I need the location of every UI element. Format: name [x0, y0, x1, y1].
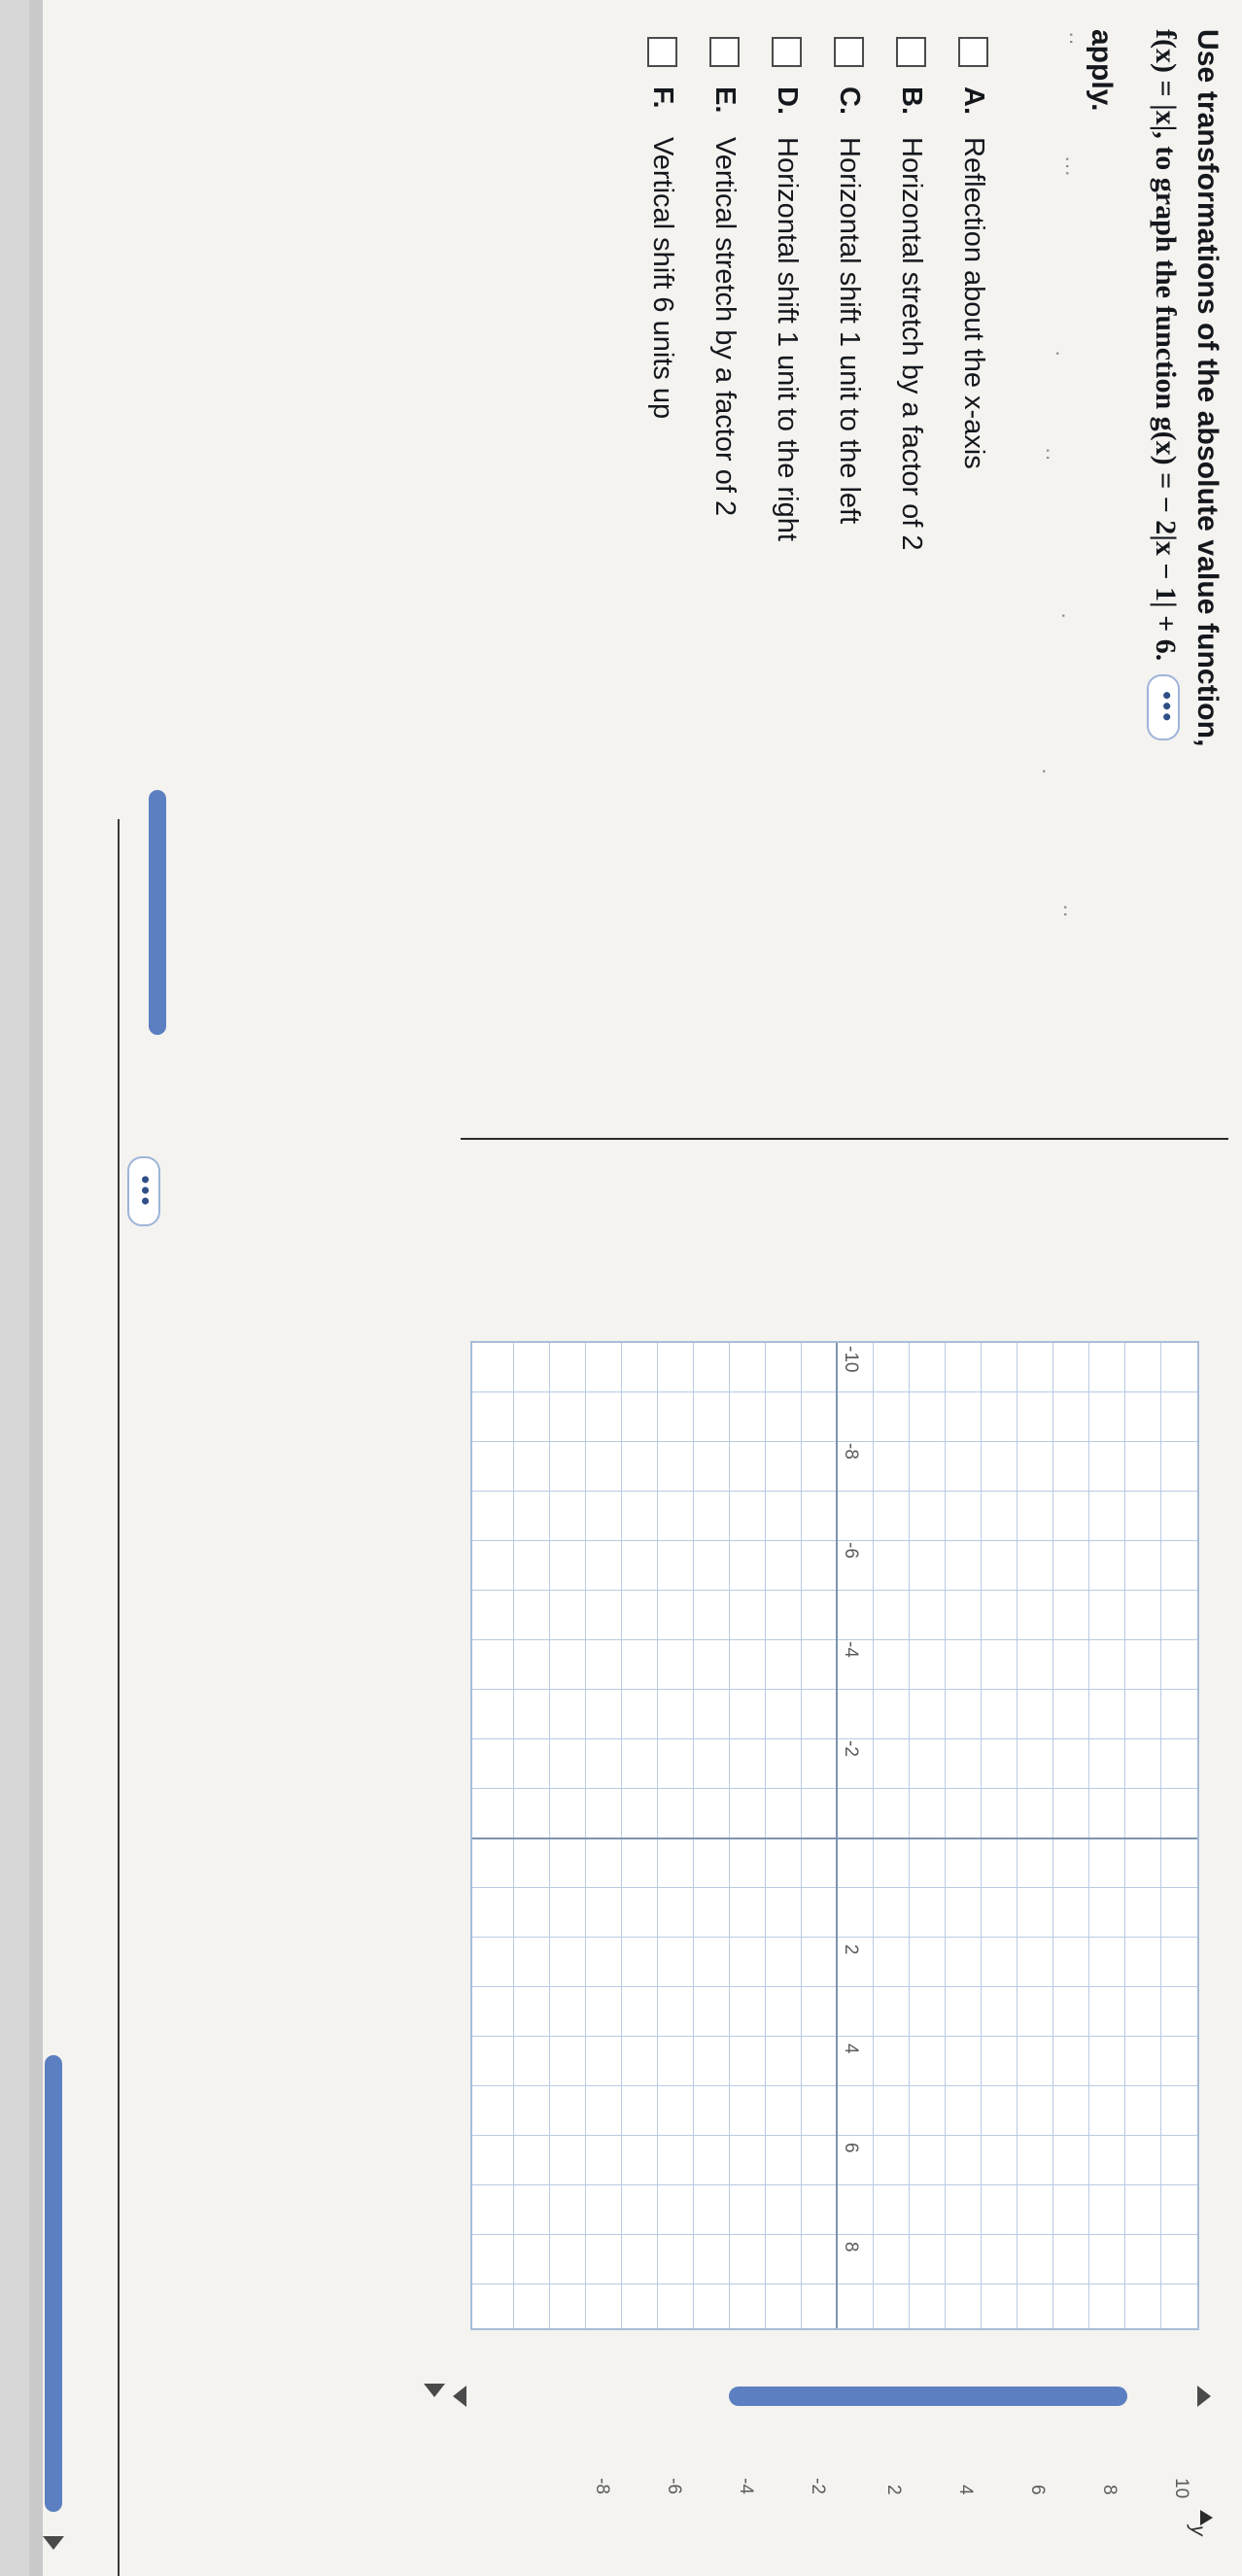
choice-letter-a: A. [958, 86, 990, 115]
graph-scroll-thumb[interactable] [729, 2387, 1127, 2406]
window-edge-shade [29, 0, 43, 2576]
choice-text-f: Vertical shift 6 units up [647, 137, 679, 420]
y-tick-4: 4 [955, 2485, 976, 2495]
choice-text-e: Vertical stretch by a factor of 2 [709, 137, 742, 517]
choice-option-d[interactable] [756, 37, 818, 1096]
x-tick-neg4: -4 [841, 1641, 861, 1658]
x-tick-neg8: -8 [841, 1443, 861, 1460]
prompt-middle-text: , to graph the function [1149, 131, 1182, 417]
checkbox-d[interactable] [773, 37, 803, 67]
choice-letter-b: B. [896, 86, 928, 115]
scroll-down-arrow-icon[interactable] [453, 2386, 466, 2407]
x-tick-2: 2 [841, 1944, 861, 1955]
x-axis [836, 1343, 838, 2328]
checkbox-c[interactable] [835, 37, 865, 67]
choice-option-f[interactable] [632, 37, 694, 1096]
y-axis-arrow-icon [1200, 2510, 1213, 2525]
checkbox-f[interactable] [648, 37, 678, 67]
choice-option-b[interactable] [880, 37, 943, 1096]
x-tick-neg2: -2 [841, 1740, 861, 1757]
choice-list [632, 37, 1005, 1096]
choice-option-e[interactable] [694, 37, 756, 1096]
function-f-expression: f(x) = |x| [1149, 29, 1182, 132]
question-prompt-line1: Use transformations of the absolute value function, [1191, 29, 1224, 747]
y-tick-neg4: -4 [736, 2478, 756, 2494]
x-tick-6: 6 [841, 2143, 861, 2153]
choice-letter-c: C. [834, 86, 866, 115]
scroll-thumb[interactable] [149, 790, 166, 1035]
y-tick-10: 10 [1171, 2478, 1191, 2499]
choice-text-b: Horizontal stretch by a factor of 2 [896, 137, 928, 551]
more-options-button[interactable]: ••• [1147, 674, 1180, 740]
y-tick-6: 6 [1027, 2485, 1048, 2495]
checkbox-e[interactable] [710, 37, 741, 67]
faint-artifact-dots: ·· ··· · ·· · · ·· [1033, 31, 1085, 918]
page-scroll-right-arrow-icon[interactable] [43, 2536, 64, 2550]
y-axis [472, 1838, 1197, 1839]
choice-option-a[interactable] [943, 37, 1005, 1096]
graph-more-options-button[interactable]: ••• [127, 1156, 160, 1226]
page-scroll-thumb[interactable] [45, 2055, 62, 2512]
coordinate-grid[interactable] [470, 1341, 1199, 2330]
question-prompt-line2 [1147, 29, 1182, 1127]
window-bottom-bar [0, 0, 29, 2576]
graph-panel [150, 1161, 1228, 2541]
x-tick-4: 4 [841, 2044, 861, 2054]
x-tick-8: 8 [841, 2242, 861, 2252]
y-tick-neg8: -8 [592, 2478, 612, 2494]
section-divider [118, 819, 120, 2576]
page-horizontal-scrollbar[interactable] [43, 10, 64, 2575]
x-tick-neg10: -10 [841, 1346, 861, 1373]
scroll-up-arrow-icon[interactable] [1197, 2386, 1211, 2407]
choice-text-d: Horizontal shift 1 unit to the right [772, 137, 804, 541]
graph-vertical-scrollbar[interactable] [453, 2386, 1211, 2409]
choice-option-c[interactable] [818, 37, 880, 1096]
choice-letter-f: F. [647, 86, 679, 109]
apply-instruction: apply. [1085, 29, 1118, 112]
y-axis-label: y [1187, 2525, 1209, 2536]
choice-text-a: Reflection about the x-axis [958, 137, 990, 469]
question-panel [80, 29, 1226, 1127]
scroll-corner-arrow-icon[interactable] [424, 2384, 445, 2397]
choice-letter-e: E. [709, 86, 742, 114]
content-area [37, 0, 1242, 2576]
y-tick-8: 8 [1099, 2485, 1120, 2495]
choice-letter-d: D. [772, 86, 804, 115]
choice-text-c: Horizontal shift 1 unit to the left [834, 137, 866, 525]
panel-divider [461, 1138, 1228, 1140]
x-tick-neg6: -6 [841, 1542, 861, 1559]
checkbox-b[interactable] [897, 37, 927, 67]
checkbox-a[interactable] [959, 37, 989, 67]
y-tick-neg6: -6 [664, 2478, 684, 2494]
function-g-expression: g(x) = − 2|x − 1| + 6. [1149, 416, 1182, 662]
question-horizontal-scrollbar[interactable] [147, 761, 168, 1072]
y-tick-2: 2 [883, 2485, 904, 2495]
y-tick-neg2: -2 [808, 2478, 828, 2494]
